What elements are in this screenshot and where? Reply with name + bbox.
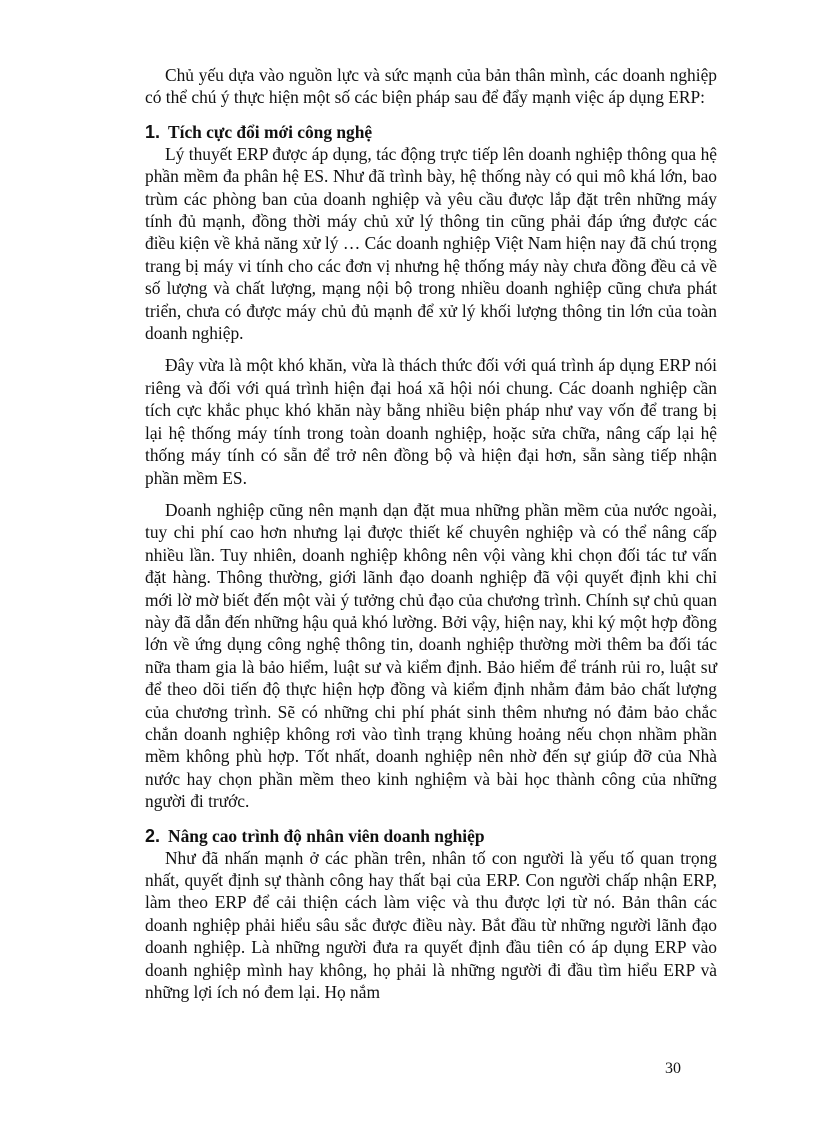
intro-paragraph: Chủ yếu dựa vào nguồn lực và sức mạnh của bản thân mình, các doanh nghiệp có thể chú ý thực hiện một số các biện pháp sau để đẩy mạnh việc áp dụng ERP: [145,65,717,108]
section-1-number: 1. [145,121,161,142]
section-2-title: Nâng cao trình độ nhân viên doanh nghiệp [168,825,485,846]
section-1-paragraph-1: Lý thuyết ERP được áp dụng, tác động trực tiếp lên doanh nghiệp thông qua hệ phần mềm đa phân hệ ES. Như đã trình bày, hệ thống này có qui mô khá lớn, bao trùm các phòng ban của doanh nghiệp và yêu cầu được lắp đặt trên những máy tính đủ mạnh, đồng thời máy chủ xử lý thông tin cũng phải đáp ứng được các điều kiện về khả năng xử lý … Các doanh nghiệp Việt Nam hiện nay đã chú trọng trang bị máy vi tính cho các đơn vị nhưng hệ thống máy này chưa đồng đều cả về số lượng và chất lượng, mạng nội bộ trong nhiều doanh nghiệp cũng chưa phát triển, chưa có được máy chủ đủ mạnh để xử lý khối lượng thông tin lớn của toàn doanh nghiệp. [145,143,717,344]
section-1-title: Tích cực đổi mới công nghệ [168,121,373,142]
section-1-paragraph-3: Doanh nghiệp cũng nên mạnh dạn đặt mua những phần mềm của nước ngoài, tuy chi phí cao hơn nhưng lại được thiết kế chuyên nghiệp và có thể nâng cấp nhiều lần. Tuy nhiên, doanh nghiệp không nên vội vàng khi chọn đối tác tư vấn đặt hàng. Thông thường, giới lãnh đạo doanh nghiệp đã vội quyết định khi chỉ mới lờ mờ biết đến một vài ý tưởng chủ đạo của chương trình. Chính sự chủ quan này đã dẫn đến những hậu quả khó lường. Bởi vậy, hiện nay, khi ký một hợp đồng lớn về ứng dụng công nghệ thông tin, doanh nghiệp thường mời thêm ba đối tác nữa tham gia là bảo hiểm, luật sư và kiểm định. Bảo hiểm để tránh rủi ro, luật sư để theo dõi tiến độ thực hiện hợp đồng và kiểm định nhằm đảm bảo chất lượng của chương trình. Sẽ có những chi phí phát sinh thêm nhưng nó đảm bảo chắc chắn doanh nghiệp không rơi vào tình trạng khủng hoảng nếu chọn nhầm phần mềm không phù hợp. Tốt nhất, doanh nghiệp nên nhờ đến sự giúp đỡ của Nhà nước hay chọn phần mềm theo kinh nghiệm và bài học thành công của những người đi trước. [145,499,717,812]
document-page [145,64,717,1003]
section-2-paragraph-1: Như đã nhấn mạnh ở các phần trên, nhân tố con người là yếu tố quan trọng nhất, quyết định sự thành công hay thất bại của ERP. Con người chấp nhận ERP, làm theo ERP để cải thiện cách làm việc và thu được lợi từ nó. Bản thân các doanh nghiệp phải hiểu sâu sắc được điều này. Bắt đầu từ những người lãnh đạo doanh nghiệp. Là những người đưa ra quyết định đầu tiên có áp dụng ERP vào doanh nghiệp mình hay không, họ phải là những người đi đầu tìm hiểu ERP và những lợi ích nó đem lại. Họ nắm [145,847,717,1003]
section-1-heading [145,121,717,143]
section-1-paragraph-2: Đây vừa là một khó khăn, vừa là thách thức đối với quá trình áp dụng ERP nói riêng và đối với quá trình hiện đại hoá xã hội nói chung. Các doanh nghiệp cần tích cực khắc phục khó khăn này bằng nhiều biện pháp như vay vốn để trang bị lại hệ thống máy tính trong toàn doanh nghiệp, hoặc sửa chữa, nâng cấp lại hệ thống máy tính có sẵn để trở nên đồng bộ và hiện đại hơn, sẵn sàng tiếp nhận phần mềm ES. [145,355,717,488]
page-number: 30 [665,1060,681,1077]
section-2-number: 2. [145,825,161,846]
section-2-heading [145,825,717,847]
